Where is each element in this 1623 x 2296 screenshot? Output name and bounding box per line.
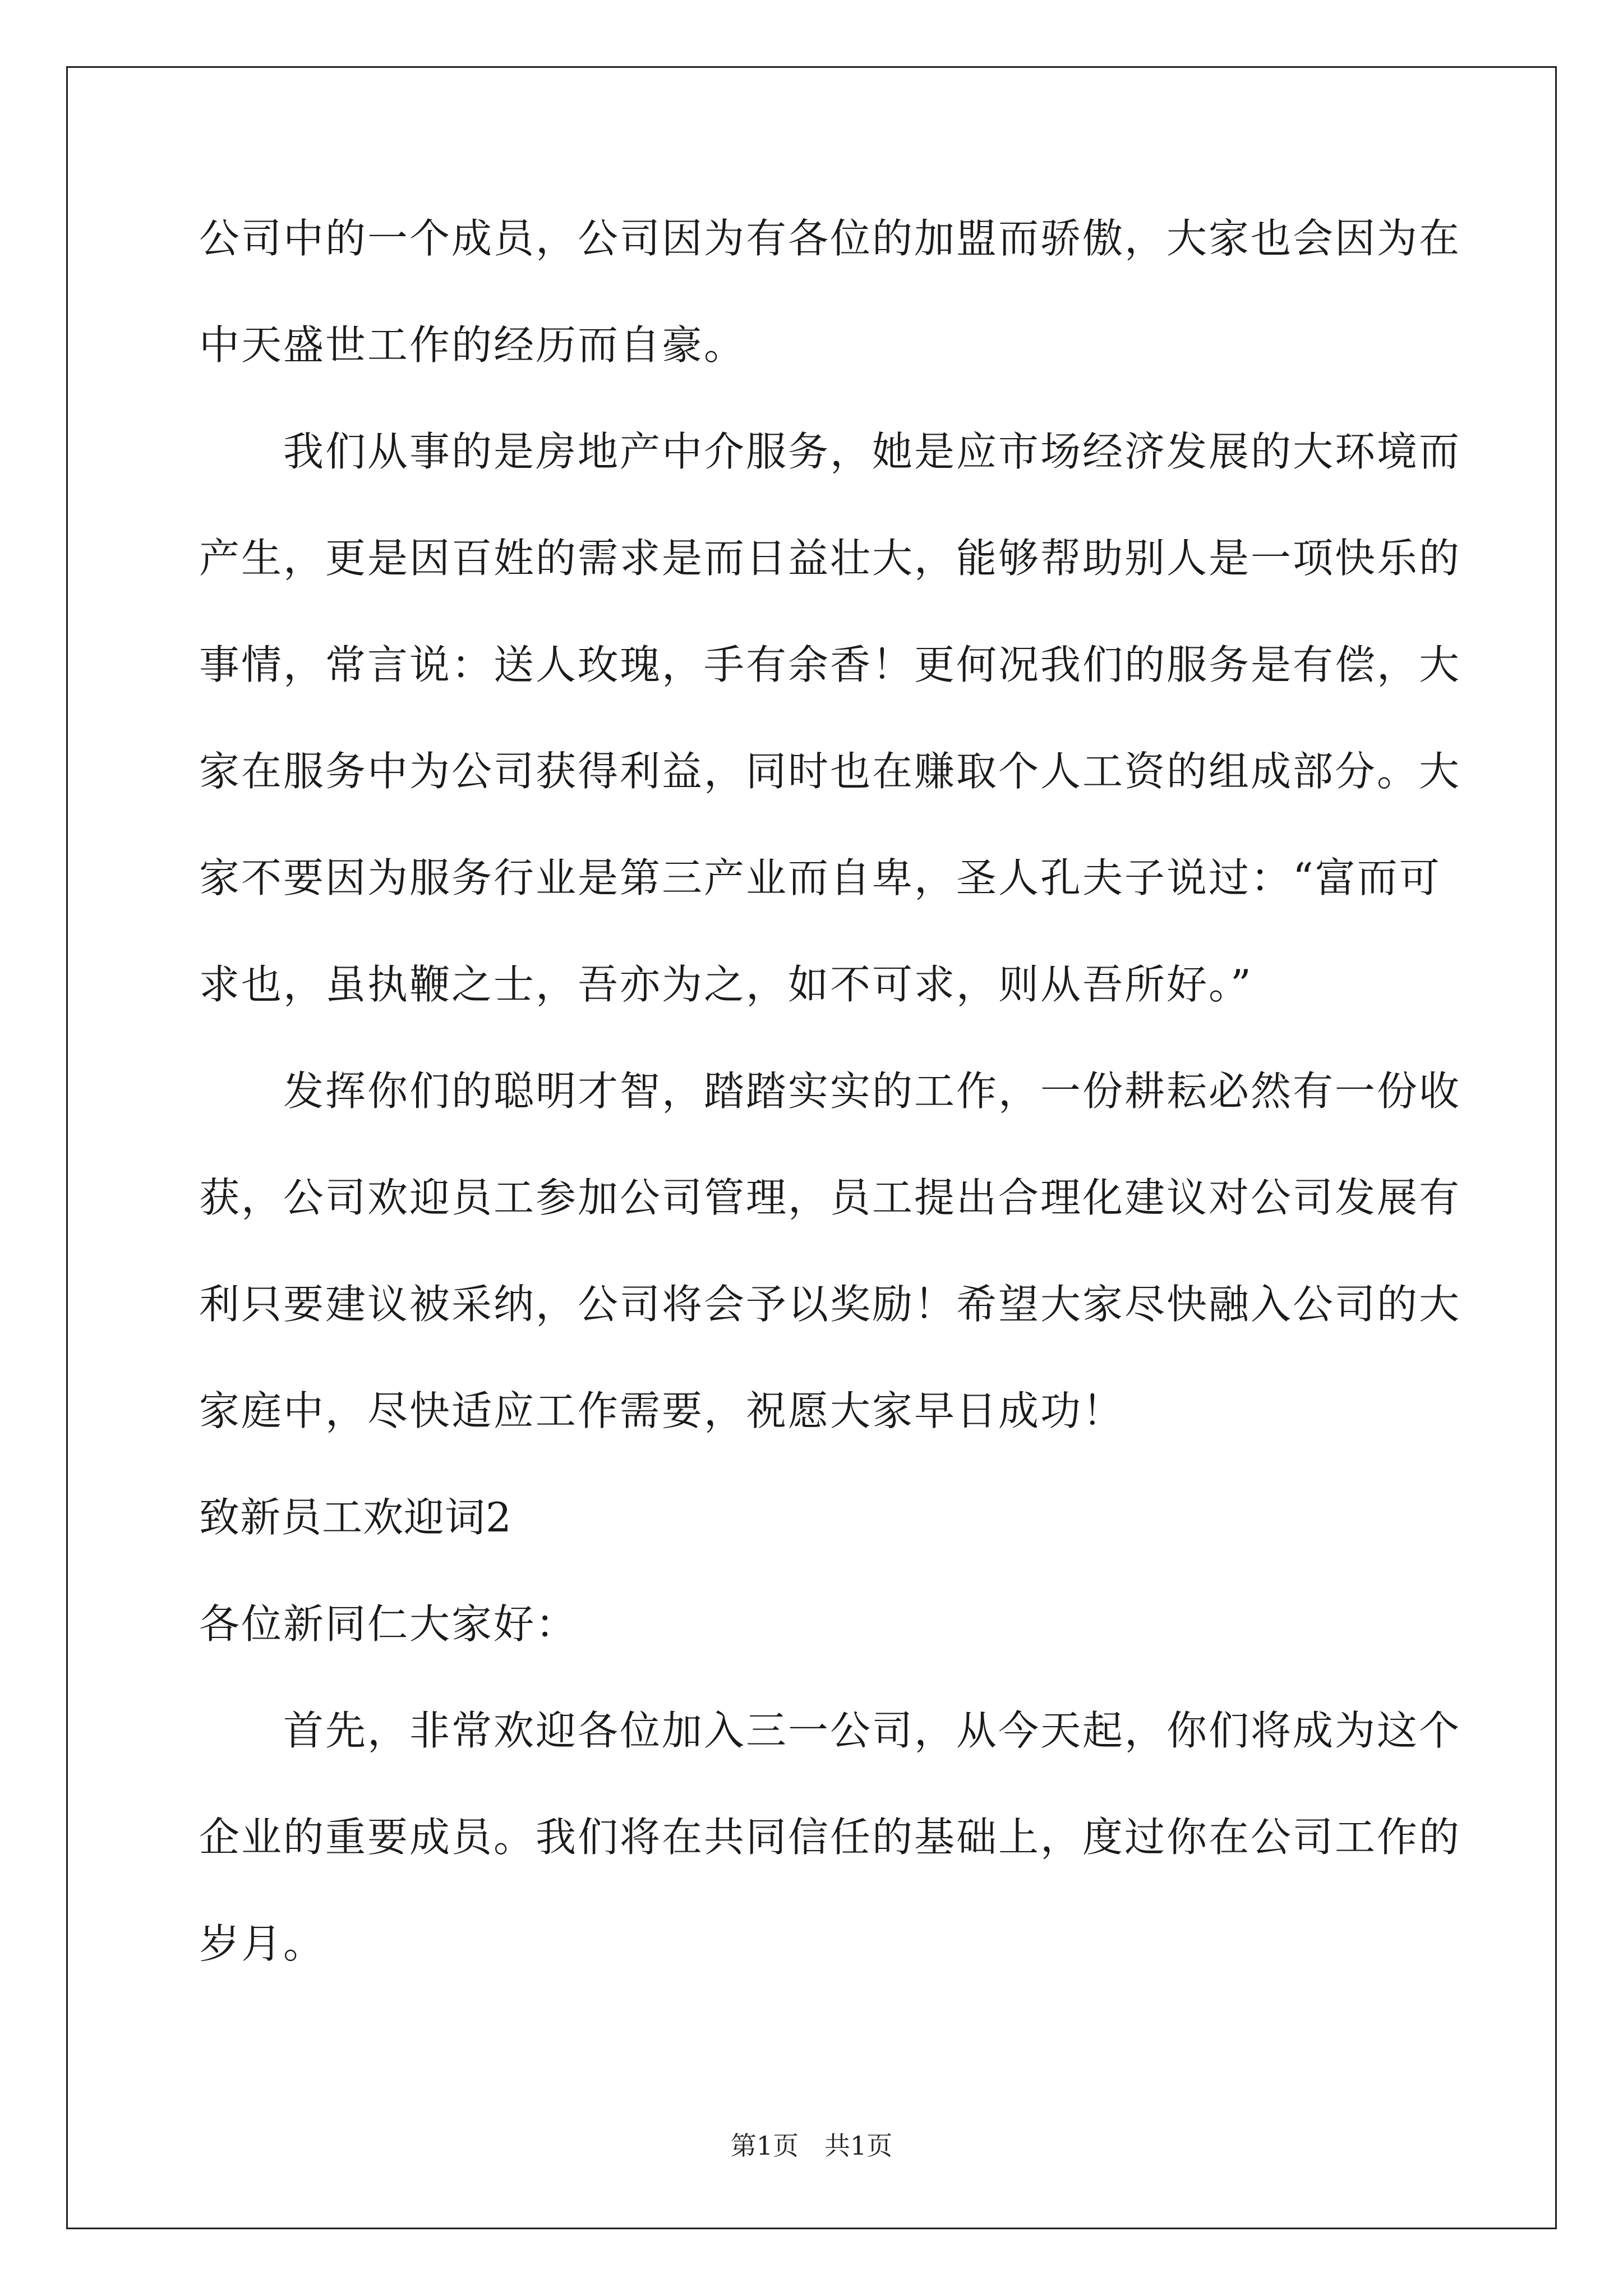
text-line: 产生，更是因百姓的需求是而日益壮大，能够帮助别人是一项快乐的 xyxy=(199,535,1461,582)
text-line: 我们从事的是房地产中介服务，她是应市场经济发展的大环境而 xyxy=(283,428,1461,475)
text-line: 发挥你们的聪明才智，踏踏实实的工作，一份耕耘必然有一份收 xyxy=(283,1068,1461,1115)
page-number: 第1页 共1页 xyxy=(730,2131,893,2161)
text-line: 中天盛世工作的经历而自豪。 xyxy=(199,321,746,369)
text-line: 首先，非常欢迎各位加入三一公司，从今天起，你们将成为这个 xyxy=(283,1707,1461,1754)
text-line: 家庭中，尽快适应工作需要，祝愿大家早日成功！ xyxy=(199,1387,1125,1434)
text-line: 利只要建议被采纳，公司将会予以奖励！希望大家尽快融入公司的大 xyxy=(199,1281,1461,1328)
section-heading: 致新员工欢迎词2 xyxy=(199,1494,512,1541)
text-line: 事情，常言说：送人玫瑰，手有余香！更何况我们的服务是有偿，大 xyxy=(199,641,1461,688)
text-line: 公司中的一个成员，公司因为有各位的加盟而骄傲，大家也会因为在 xyxy=(199,215,1461,262)
text-line: 家在服务中为公司获得利益，同时也在赚取个人工资的组成部分。大 xyxy=(199,748,1461,795)
text-line: 家不要因为服务行业是第三产业而自卑，圣人孔夫子说过：“富而可 xyxy=(199,854,1441,901)
text-line: 获，公司欢迎员工参加公司管理，员工提出合理化建议对公司发展有 xyxy=(199,1174,1461,1221)
text-line: 岁月。 xyxy=(199,1920,326,1967)
salutation: 各位新同仁大家好： xyxy=(199,1600,578,1648)
page-border xyxy=(66,66,1557,2229)
text-line: 企业的重要成员。我们将在共同信任的基础上，度过你在公司工作的 xyxy=(199,1814,1461,1861)
text-line: 求也，虽执鞭之士，吾亦为之，如不可求，则从吾所好。” xyxy=(199,961,1253,1008)
